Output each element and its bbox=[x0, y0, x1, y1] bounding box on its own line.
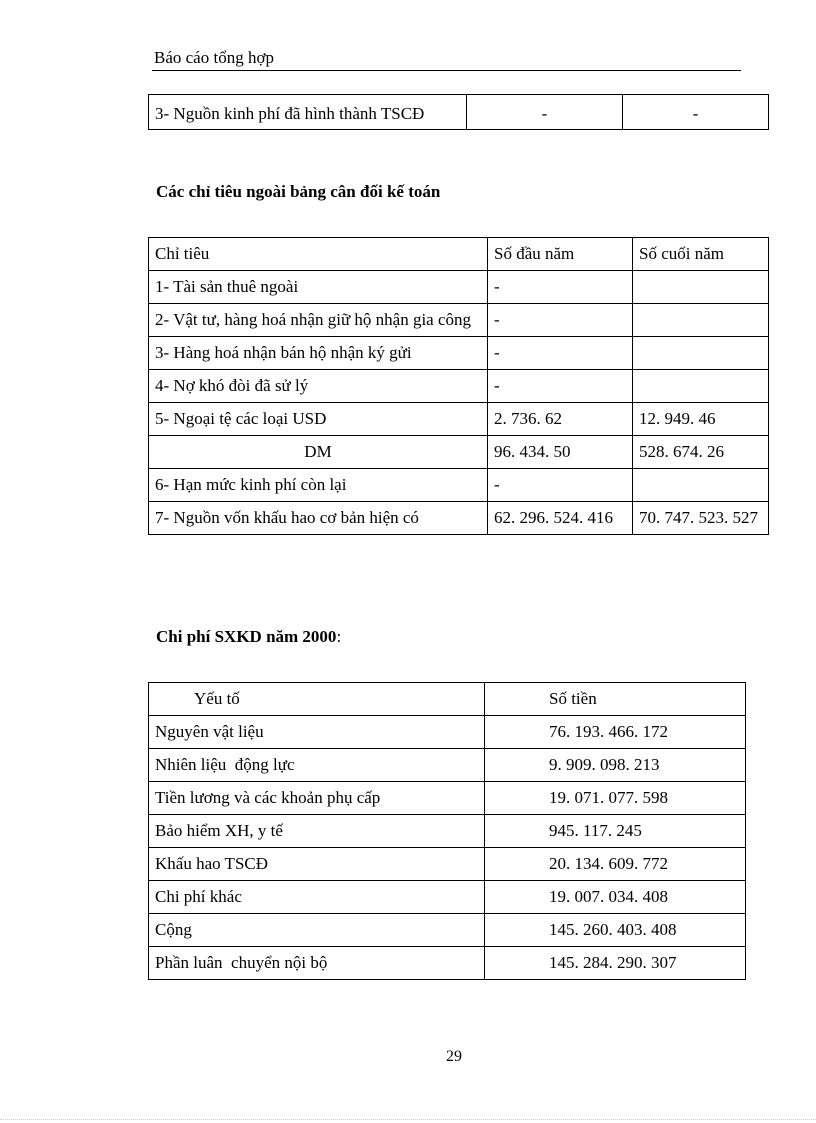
table-row bbox=[149, 848, 746, 881]
table-row bbox=[149, 914, 746, 947]
table-cell-factor: Nguyên vật liệu bbox=[149, 716, 485, 749]
table-row bbox=[149, 337, 769, 370]
column-header: Yếu tố bbox=[149, 683, 485, 716]
column-header: Số đầu năm bbox=[488, 238, 633, 271]
table-cell-end: 528. 674. 26 bbox=[633, 436, 769, 469]
table-cell-start: 62. 296. 524. 416 bbox=[488, 502, 633, 535]
table-cell-end bbox=[633, 271, 769, 304]
top-table bbox=[148, 94, 769, 130]
table-row bbox=[149, 947, 746, 980]
table-row bbox=[149, 881, 746, 914]
cost-table bbox=[148, 682, 746, 980]
table-cell-label: 5- Ngoại tệ các loại USD bbox=[149, 403, 488, 436]
table-cell-end: 70. 747. 523. 527 bbox=[633, 502, 769, 535]
table-cell-value: - bbox=[623, 95, 769, 130]
page-bottom-edge bbox=[0, 1119, 816, 1120]
table-row bbox=[149, 370, 769, 403]
table-row bbox=[149, 469, 769, 502]
table-cell-amount: 9. 909. 098. 213 bbox=[485, 749, 746, 782]
table-cell-end bbox=[633, 304, 769, 337]
table-cell-label: 1- Tài sản thuê ngoài bbox=[149, 271, 488, 304]
table-cell-amount: 76. 193. 466. 172 bbox=[485, 716, 746, 749]
column-header: Chỉ tiêu bbox=[149, 238, 488, 271]
table-cell-amount: 145. 284. 290. 307 bbox=[485, 947, 746, 980]
column-header: Số cuối năm bbox=[633, 238, 769, 271]
table-row bbox=[149, 716, 746, 749]
table-cell-start: - bbox=[488, 271, 633, 304]
table-cell-amount: 19. 071. 077. 598 bbox=[485, 782, 746, 815]
section-title-off-balance: Các chỉ tiêu ngoài bảng cân đối kế toán bbox=[156, 182, 441, 201]
table-cell-factor: Phần luân chuyển nội bộ bbox=[149, 947, 485, 980]
table-cell-start: 2. 736. 62 bbox=[488, 403, 633, 436]
table-cell-end bbox=[633, 370, 769, 403]
table-cell-start: - bbox=[488, 370, 633, 403]
table-cell-label: 7- Nguồn vốn khấu hao cơ bản hiện có bbox=[149, 502, 488, 535]
table-cell-start: - bbox=[488, 337, 633, 370]
table-row bbox=[149, 271, 769, 304]
table-row bbox=[149, 95, 769, 130]
table-row bbox=[149, 502, 769, 535]
table-cell-amount: 145. 260. 403. 408 bbox=[485, 914, 746, 947]
table-row bbox=[149, 782, 746, 815]
table-header-row bbox=[149, 238, 769, 271]
table-header-row bbox=[149, 683, 746, 716]
section-title-costs-colon: : bbox=[336, 627, 342, 646]
table-cell-label: 3- Nguồn kinh phí đã hình thành TSCĐ bbox=[149, 95, 467, 130]
table-cell-amount: 19. 007. 034. 408 bbox=[485, 881, 746, 914]
section-title-costs bbox=[156, 627, 341, 647]
table-cell-factor: Tiền lương và các khoản phụ cấp bbox=[149, 782, 485, 815]
page-number: 29 bbox=[446, 1048, 462, 1065]
table-row bbox=[149, 749, 746, 782]
table-cell-label: 2- Vật tư, hàng hoá nhận giữ hộ nhận gia công bbox=[149, 304, 488, 337]
section-title-costs-text: Chi phí SXKD năm 2000 bbox=[156, 627, 337, 646]
table-cell-factor: Nhiên liệu động lực bbox=[149, 749, 485, 782]
table-cell-factor: Cộng bbox=[149, 914, 485, 947]
table-cell-start: - bbox=[488, 304, 633, 337]
table-cell-end: 12. 949. 46 bbox=[633, 403, 769, 436]
table-row bbox=[149, 403, 769, 436]
header-rule bbox=[152, 70, 741, 71]
table-row bbox=[149, 815, 746, 848]
table-row bbox=[149, 304, 769, 337]
page-header-title: Báo cáo tổng hợp bbox=[154, 48, 274, 67]
table-cell-label: 4- Nợ khó đòi đã sử lý bbox=[149, 370, 488, 403]
table-cell-end bbox=[633, 469, 769, 502]
table-row bbox=[149, 436, 769, 469]
table-cell-value: - bbox=[467, 95, 623, 130]
table-cell-start: - bbox=[488, 469, 633, 502]
table-cell-factor: Chi phí khác bbox=[149, 881, 485, 914]
column-header: Số tiền bbox=[485, 683, 746, 716]
table-cell-label: 3- Hàng hoá nhận bán hộ nhận ký gửi bbox=[149, 337, 488, 370]
table-cell-label: DM bbox=[149, 436, 488, 469]
table-cell-start: 96. 434. 50 bbox=[488, 436, 633, 469]
table-cell-amount: 20. 134. 609. 772 bbox=[485, 848, 746, 881]
table-cell-factor: Bảo hiểm XH, y tế bbox=[149, 815, 485, 848]
table-cell-factor: Khấu hao TSCĐ bbox=[149, 848, 485, 881]
table-cell-end bbox=[633, 337, 769, 370]
off-balance-table bbox=[148, 237, 769, 535]
table-cell-amount: 945. 117. 245 bbox=[485, 815, 746, 848]
table-cell-label: 6- Hạn mức kinh phí còn lại bbox=[149, 469, 488, 502]
